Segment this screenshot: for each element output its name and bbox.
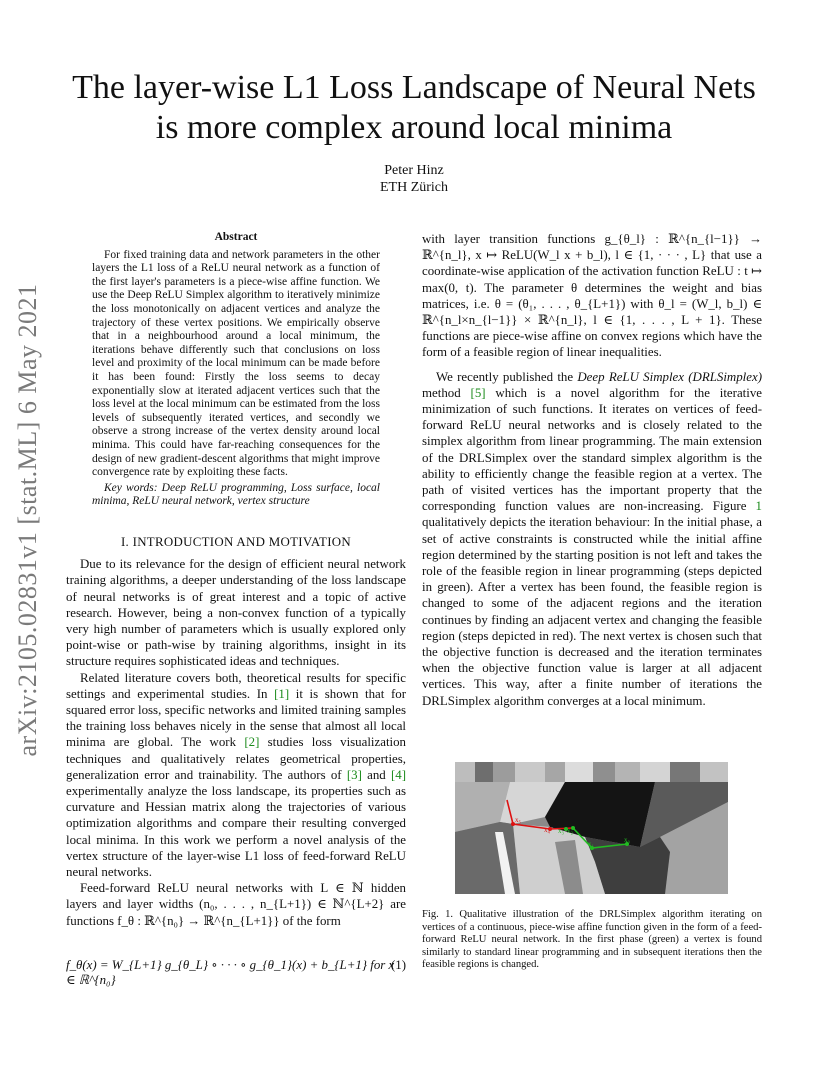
left-column — [66, 534, 406, 929]
right-paragraph-1: with layer transition functions g_{θ_l} : ℝ^{n_{l−1}} → ℝ^{n_l}, x ↦ ReLU(W_l x + b_l), l ∈ {1, · · · , L} that use a coordinate-wise application of the activation function ReLU : t ↦ max(0, t). The parameter θ determines the weight and bias matrices, i.e. θ = (θ₁, . . . , θ_{L+1}) with θ_l = (W_l, b_l) ∈ ℝ^{n_l×n_{l−1}} × ℝ^{n_l}, l ∈ {1, . . . , L + 1}. These functions are piece-wise affine on convex regions which have the form of a feasible region of linear inequalities. — [422, 232, 762, 360]
title-line-2: is more complex around local minima — [155, 109, 673, 146]
equation-number: (1) — [390, 958, 406, 972]
figure-1-illustration — [455, 762, 728, 894]
text-run: Related literature covers both, theoretical results for specific settings and experimental studies. In — [66, 670, 406, 701]
text-run: We recently published the — [436, 369, 578, 384]
equation-1 — [66, 958, 406, 988]
vertex-label-x0: x₀ — [624, 836, 630, 844]
vertex-label-x2: x₂ — [567, 827, 573, 835]
vertex-label-x1: x₁ — [588, 840, 594, 848]
vertex-label-x5: x₅ — [515, 816, 521, 824]
region — [515, 762, 545, 782]
title-line-1: The layer-wise L1 Loss Landscape of Neural Nets — [72, 69, 756, 106]
abstract — [92, 231, 380, 509]
author-block — [60, 162, 768, 196]
abstract-heading: Abstract — [214, 231, 258, 243]
citation-link-4[interactable]: [4] — [390, 767, 406, 782]
citation-link-5[interactable]: [5] — [470, 385, 486, 400]
text-run: it is shown that for squared error loss, specific networks and limited training samples the training loss behaves nicely in the sense that almost all local minima are global. The work — [66, 686, 406, 750]
region — [493, 762, 515, 782]
text-run: and — [361, 767, 391, 782]
citation-link-1[interactable]: [1] — [274, 686, 290, 701]
region — [475, 762, 493, 782]
region — [455, 762, 475, 782]
method-name: Deep ReLU Simplex (DRLSimplex) — [577, 369, 762, 384]
text-run: qualitatively depicts the iteration behaviour: In the initial phase, a set of active constraints is constructed while the initial affine region determined by the starting position is not left and takes the role of the feasible region in linear programming (steps depicted in green). After a vertex has been found, the feasible region is changed to some of the adjacent regions and the iteration continues by finding an adjacent vertex and changing the feasible region (steps depicted in red). The next vertex is chosen such that the objective function is decreased and the iteration terminates when the objective function value is larger at all adjacent vertices. This way, after a finite number of iterations the DRLSimplex algorithm converges at a local minimum. — [422, 515, 762, 708]
region — [545, 762, 565, 782]
citation-link-2[interactable]: [2] — [244, 735, 260, 750]
figure-reference-link[interactable]: 1 — [755, 499, 762, 514]
right-column — [422, 231, 762, 709]
right-paragraph-2 — [422, 369, 762, 709]
paper-title — [60, 68, 768, 148]
figure-caption: Fig. 1. Qualitative illustration of the DRLSimplex algorithm iterating on vertices of a continuous, piece-wise affine function given in the form of a feed-forward ReLU neural network. In the first phase (green) a vertex is found similarly to standard linear programming and in subsequent iterations then the feasible regions is changed. — [422, 909, 762, 971]
region — [700, 762, 728, 782]
text-run: method — [422, 385, 471, 400]
intro-paragraph-3: Feed-forward ReLU neural networks with L ∈ ℕ hidden layers and layer widths (n₀, . . . , n_{L+1}) ∈ ℕ^{L+2} are functions f_θ : ℝ^{n₀} → ℝ^{n_{L+1}} of the form — [66, 881, 406, 928]
region — [640, 762, 670, 782]
citation-link-3[interactable]: [3] — [346, 767, 362, 782]
arxiv-identifier — [8, 280, 48, 760]
section-heading: I. INTRODUCTION AND MOTIVATION — [120, 535, 352, 549]
author-affiliation: ETH Zürich — [379, 180, 449, 195]
region — [593, 762, 615, 782]
equation-body: f_θ(x) = W_{L+1} g_{θ_L} ∘ · · · ∘ g_{θ_1}(x) + b_{L+1} for x ∈ ℝ^{n₀} — [66, 958, 395, 987]
region — [615, 762, 640, 782]
arxiv-id-text: arXiv:2105.02831v1 [stat.ML] 6 May 2021 — [13, 283, 42, 757]
vertex-label-x3: x₃ — [558, 827, 564, 835]
region — [670, 762, 700, 782]
abstract-text: For fixed training data and network parameters in the other layers the L1 loss of a ReLU neural network as a function of the first layer's parameters is a piece-wise affine function. We use the Deep ReLU Simplex algorithm to iteratively minimize the loss monotonically on adjacent vertices and analyze the trajectory of these vertex positions. We empirically observe that in a neighbourhood around a local minimum, the iterations behave differently such that conclusions on loss level and proximity of the local minimum can be made before it has been found: Firstly the loss seems to decay exponentially slow at iterated adjacent vertices such that the loss level at the local minimum can be estimated from the loss levels of subsequently iterated vertices, and secondly we observe a strong increase of the vertex density around local minima. This could have far-reaching consequences for the design of new gradient-descent algorithms that might improve convergence rate by exploiting these facts. — [92, 248, 380, 479]
text-run: experimentally analyze the loss landscape, its properties such as curvature and Hessian matrix along the trajectories of various optimization algorithms and compare their resulting converged local minima. In this work we perform a novel analysis of the vertex structure of the layer-wise L1 loss of feed-forward ReLU neural networks. — [66, 784, 406, 880]
text-run: studies loss visualization techniques and qualitatively relates geometrical properties, generalization error and trainability. The authors of — [66, 735, 406, 782]
intro-paragraph-1: Due to its relevance for the design of efficient neural network training algorithms, a deeper understanding of the loss landscape of neural networks is of great interest and a topic of active research. However, being a non-convex function of a typically very high number of parameters which is usually explored only point-wise or path-wise by training algorithms, insight in its structure requires sophisticated ideas and techniques. — [66, 557, 406, 669]
author-name: Peter Hinz — [384, 163, 444, 178]
keywords: Key words: Deep ReLU programming, Loss surface, local minima, ReLU neural network, vertex structure — [92, 481, 380, 508]
vertex-label-x4: x₄ — [544, 826, 550, 834]
text-run: which is a novel algorithm for the iterative minimization of such functions. It iterates on vertices of feed-forward ReLU neural networks and is closely related to the simplex algorithm from linear programming. The main extension of the DRLSimplex over the standard simplex algorithm is the ability to efficiently change the feasible region at a vertex. The path of visited vertices has the important property that the corresponding function values are non-increasing. Figure — [422, 385, 763, 514]
intro-paragraph-2 — [66, 670, 406, 881]
region — [565, 762, 593, 782]
